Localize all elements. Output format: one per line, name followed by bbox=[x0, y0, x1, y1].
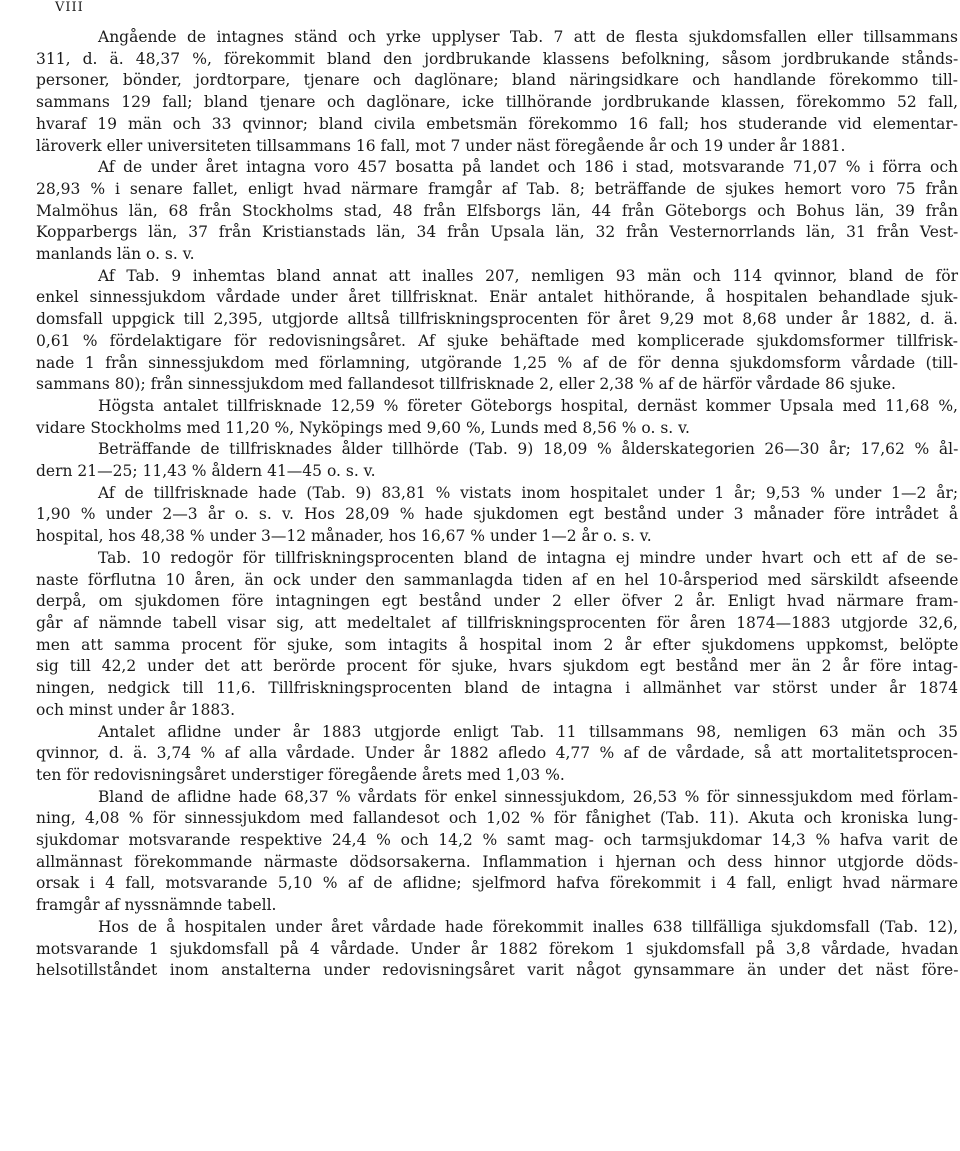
text-line: hospital, hos 48,38 % under 3—12 månader, hos 16,67 % under 1—2 år o. s. v. bbox=[36, 527, 652, 546]
paragraph-tab10 bbox=[36, 548, 958, 722]
paragraph-residence bbox=[36, 157, 958, 266]
text-line: Tab. 10 redogör för tillfriskningsprocenten bland de intagna ej mindre under hvart och ett af de se- bbox=[98, 548, 958, 567]
text-line: domsfall uppgick till 2,395, utgjorde alltså tillfriskningsprocenten för året 9,29 mot 8,68 under år 1882, d. ä. bbox=[36, 310, 958, 329]
text-line: Hos de å hospitalen under året vårdade hade förekommit inalles 638 tillfälliga sjukdomsfall (Tab. 12), bbox=[98, 917, 959, 936]
text-line: Högsta antalet tillfrisknade 12,59 % företer Göteborgs hospital, dernäst kommer Upsala med 11,68 %, bbox=[98, 396, 958, 415]
text-line: Malmöhus län, 68 från Stockholms stad, 48 från Elfsborgs län, 44 från Göteborgs och Bohus län, 39 från bbox=[36, 201, 958, 220]
text-line: allmännast förekommande närmaste dödsorsakerna. Inflammation i hjernan och dess hinnor utgjorde döds- bbox=[36, 852, 959, 871]
text-line: Af Tab. 9 inhemtas bland annat att inalles 207, nemligen 93 män och 114 qvinnor, bland de för bbox=[98, 266, 959, 285]
text-line: nade 1 från sinnessjukdom med förlamning, utgörande 1,25 % af de för denna sjukdomsform vårdade (till- bbox=[36, 353, 959, 372]
text-line: Angående de intagnes ständ och yrke upplyser Tab. 7 att de flesta sjukdomsfallen eller tillsammans bbox=[98, 28, 958, 46]
text-line: ten för redovisningsåret understiger föregående årets med 1,03 %. bbox=[36, 765, 565, 784]
text-line: sammans 129 fall; bland tjenare och daglönare, icke tillhörande jordbrukande klassen, förekommo 52 fall, bbox=[36, 93, 958, 112]
text-line: och minst under år 1883. bbox=[36, 700, 236, 719]
text-line: manlands län o. s. v. bbox=[36, 245, 195, 264]
paragraph-duration bbox=[36, 483, 958, 548]
text-line: derpå, om sjukdomen före intagningen egt bestånd under 2 eller öfver 2 år. Enligt hvad närmare fram- bbox=[36, 592, 959, 611]
text-line: naste förflutna 10 åren, än ock under den sammanlagda tiden af en hel 10-årsperiod med särskildt afseende bbox=[36, 570, 959, 589]
text-line: 28,93 % i senare fallet, enligt hvad närmare framgår af Tab. 8; beträffande de sjukes hemort voro 75 från bbox=[36, 179, 958, 198]
text-line: Af de tillfrisknade hade (Tab. 9) 83,81 % vistats inom hospitalet under 1 år; 9,53 % under 1—2 år; bbox=[98, 483, 959, 502]
page-number: VIII bbox=[55, 0, 84, 15]
text-line: personer, bönder, jordtorpare, tjenare och daglönare; bland näringsidkare och handlande förekommo till- bbox=[36, 71, 958, 90]
body-text bbox=[36, 27, 958, 982]
text-line: Kopparbergs län, 37 från Kristianstads län, 34 från Upsala län, 32 från Vesternorrlands län, 31 från Vest- bbox=[36, 223, 959, 242]
paragraph-age bbox=[36, 439, 958, 482]
text-line: orsak i 4 fall, motsvarande 5,10 % af de aflidne; sjelfmord hafva förekommit i 4 fall, enligt hvad närmare bbox=[36, 874, 958, 893]
paragraph-recovered bbox=[36, 266, 958, 396]
text-line: sig till 42,2 under det att berörde procent för sjuke, hvars sjukdom egt bestånd mer än 2 år före intag- bbox=[36, 657, 958, 676]
paragraph-causes bbox=[36, 787, 958, 917]
paragraph-incidental bbox=[36, 917, 958, 982]
text-line: helsotillståndet inom anstalterna under redovisningsåret varit något gynsammare än under det näst före- bbox=[36, 961, 959, 980]
text-line: läroverk eller universiteten tillsammans 16 fall, mot 7 under näst föregående år och 19 under år 1881. bbox=[36, 136, 846, 155]
text-line: ning, 4,08 % för sinnessjukdom med fallandesot och 1,02 % för fånighet (Tab. 11). Akuta och kroniska lung- bbox=[36, 809, 958, 828]
text-line: Af de under året intagna voro 457 bosatta på landet och 186 i stad, motsvarande 71,07 % i förra och bbox=[98, 158, 958, 177]
paragraph-occupation bbox=[36, 27, 958, 157]
text-line: 0,61 % fördelaktigare för redovisningsåret. Af sjuke behäftade med komplicerade sjukdomsformer tillfrisk- bbox=[36, 331, 958, 350]
text-line: qvinnor, d. ä. 3,74 % af alla vårdade. Under år 1882 afledo 4,77 % af de vårdade, så att mortalitetsprocen- bbox=[36, 744, 958, 763]
text-line: går af nämnde tabell visar sig, att medeltalet af tillfriskningsprocenten för åren 1874—1883 utgjorde 32,6, bbox=[36, 613, 958, 632]
text-line: Beträffande de tillfrisknades ålder tillhörde (Tab. 9) 18,09 % ålderskategorien 26—30 år; 17,62 % ål- bbox=[98, 440, 959, 459]
text-line: sammans 80); från sinnessjukdom med fallandesot tillfrisknade 2, eller 2,38 % af de härför vårdade 86 sjuke. bbox=[36, 375, 896, 394]
text-line: 311, d. ä. 48,37 %, förekommit bland den jordbrukande klassens befolkning, såsom jordbrukande stånds- bbox=[36, 49, 959, 68]
text-line: motsvarande 1 sjukdomsfall på 4 vårdade. Under år 1882 förekom 1 sjukdomsfall på 3,8 vårdade, hvadan bbox=[36, 939, 959, 958]
text-line: enkel sinnessjukdom vårdade under året tillfrisknat. Enär antalet hithörande, å hospitalen behandlade sjuk- bbox=[36, 288, 958, 307]
text-line: sjukdomar motsvarande respektive 24,4 % och 14,2 % samt mag- och tarmsjukdomar 14,3 % hafva varit de bbox=[36, 831, 958, 850]
text-line: 1,90 % under 2—3 år o. s. v. Hos 28,09 % hade sjukdomen egt bestånd under 3 månader före intrådet å bbox=[36, 505, 959, 524]
text-line: dern 21—25; 11,43 % åldern 41—45 o. s. v. bbox=[36, 462, 376, 481]
text-line: hvaraf 19 män och 33 qvinnor; bland civila embetsmän förekommo 16 fall; hos studerande vid elementar- bbox=[36, 114, 958, 133]
text-line: ningen, nedgick till 11,6. Tillfriskningsprocenten bland de intagna i allmänhet var störst under år 1874 bbox=[36, 679, 959, 698]
text-line: framgår af nyssnämnde tabell. bbox=[36, 896, 277, 915]
paragraph-hospitals bbox=[36, 396, 958, 439]
text-line: vidare Stockholms med 11,20 %, Nyköpings med 9,60 %, Lunds med 8,56 % o. s. v. bbox=[36, 418, 690, 437]
text-line: Antalet aflidne under år 1883 utgjorde enligt Tab. 11 tillsammans 98, nemligen 63 män och 35 bbox=[98, 722, 958, 741]
paragraph-deceased bbox=[36, 722, 958, 787]
text-line: Bland de aflidne hade 68,37 % vårdats för enkel sinnessjukdom, 26,53 % för sinnessjukdom med förlam- bbox=[98, 787, 958, 806]
text-line: men att samma procent för sjuke, som intagits å hospital inom 2 år efter sjukdomens uppkomst, belöpte bbox=[36, 635, 959, 654]
